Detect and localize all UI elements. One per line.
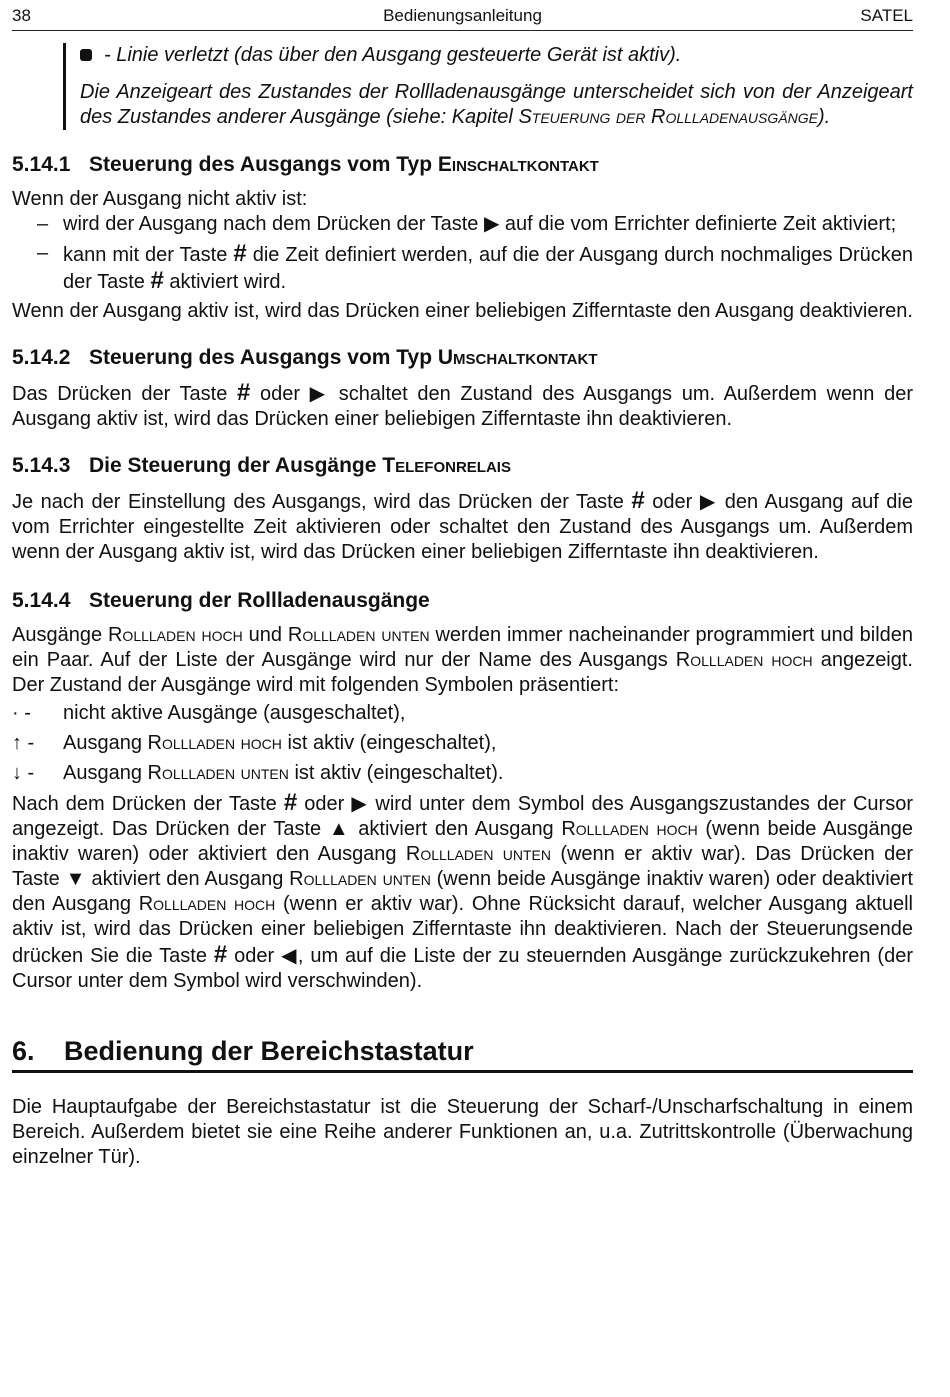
note-paragraph: Die Anzeigeart des Zustandes der Rollladenausgänge unterscheidet sich von der Anzeigeart des Zustandes anderer Ausgänge (siehe: Kapitel Steuerung der Rollladenausgänge). bbox=[80, 81, 913, 128]
note-block bbox=[63, 43, 913, 130]
section-5-14-4-body: Nach dem Drücken der Taste # oder ▶ wird unter dem Symbol des Ausgangszustandes der Cursor angezeigt. Das Drücken der Taste ▲ aktiviert den Ausgang Rollladen hoch (wenn beide Ausgänge inaktiv waren) oder aktiviert den Ausgang Rollladen unten (wenn er aktiv war). Das Drücken der Taste ▼ aktiviert den Ausgang Rollladen unten (wenn beide Ausgänge inaktiv waren) oder deaktiviert den Ausgang Rollladen hoch (wenn er aktiv war). Ohne Rücksicht darauf, welcher Ausgang aktuell aktiv ist, wird das Drücken einer beliebigen Zifferntaste ihn deaktivieren. Nach der Steuerungsende drücken Sie die Taste # oder ◀, um auf die Liste der zu steuernden Ausgänge zurückzukehren (der Cursor unter dem Symbol wird verschwinden). bbox=[12, 789, 914, 992]
hash-key-icon: # bbox=[631, 487, 645, 514]
inactive-output-icon: · - bbox=[12, 702, 31, 724]
section-5-14-4-intro: Ausgänge Rollladen hoch und Rollladen unten werden immer nacheinander programmiert und bilden ein Paar. Auf der Liste der Ausgänge wird nur der Name des Ausgangs Rollladen hoch angezeigt. Der Zustand der Ausgänge wird mit folgenden Symbolen präsentiert: bbox=[12, 624, 914, 696]
symbol-item: ↓ - Ausgang Rollladen unten ist aktiv (eingeschaltet). bbox=[12, 758, 913, 788]
section-5-14-1-heading: 5.14.1 Steuerung des Ausgangs vom Typ Einschaltkontakt bbox=[12, 153, 599, 176]
list-item: – wird der Ausgang nach dem Drücken der Taste ▶ auf die vom Errichter definierte Zeit aktiviert; bbox=[37, 213, 897, 235]
down-arrow-key-icon: ▼ bbox=[65, 868, 86, 890]
list-item: – kann mit der Taste # die Zeit definiert werden, auf die der Ausgang durch nochmaliges Drücken der Taste # aktiviert wird. bbox=[37, 240, 914, 294]
section-5-14-3-heading: 5.14.3 Die Steuerung der Ausgänge Telefonrelais bbox=[12, 454, 511, 477]
header-title: Bedienungsanleitung bbox=[383, 6, 542, 25]
shutter-up-icon: ↑ - bbox=[12, 732, 35, 754]
shutter-down-icon: ↓ - bbox=[12, 762, 35, 784]
right-arrow-key-icon: ▶ bbox=[309, 383, 330, 405]
section-5-14-1-intro: Wenn der Ausgang nicht aktiv ist: bbox=[12, 188, 308, 210]
right-arrow-key-icon: ▶ bbox=[483, 213, 500, 235]
symbol-item: · - nicht aktive Ausgänge (ausgeschaltet), bbox=[12, 698, 913, 728]
left-arrow-key-icon: ◀ bbox=[281, 945, 298, 967]
section-5-14-2-text: Das Drücken der Taste # oder ▶ schaltet den Zustand des Ausgangs um. Außerdem wenn der Ausgang aktiv ist, wird das Drücken einer beliebigen Zifferntaste ihn deaktivieren. bbox=[12, 379, 913, 430]
section-5-14-4-heading: 5.14.4 Steuerung der Rollladenausgänge bbox=[12, 589, 430, 612]
section-5-14-3-text: Je nach der Einstellung des Ausgangs, wird das Drücken der Taste # oder ▶ den Ausgang auf die vom Errichter eingestellte Zeit aktivieren oder schaltet den Zustand des Ausgangs um. Außerdem wenn der Ausgang aktiv ist, wird das Drücken einer beliebigen Zifferntaste ihn deaktivieren. bbox=[12, 487, 913, 563]
symbol-item: ↑ - Ausgang Rollladen hoch ist aktiv (eingeschaltet), bbox=[12, 728, 913, 758]
right-arrow-key-icon: ▶ bbox=[351, 793, 369, 815]
hash-key-icon: # bbox=[150, 267, 164, 294]
section-5-14-2-heading: 5.14.2 Steuerung des Ausgangs vom Typ Umschaltkontakt bbox=[12, 346, 598, 369]
chapter-6-text: Die Hauptaufgabe der Bereichstastatur ist die Steuerung der Scharf-/Unscharfschaltung in einem Bereich. Außerdem bietet sie eine Reihe anderer Funktionen an, u.a. Zutrittskontrolle (Überwachung einzelner Tür). bbox=[12, 1096, 913, 1168]
note-item: - Linie verletzt (das über den Ausgang gesteuerte Gerät ist aktiv). bbox=[80, 43, 913, 68]
up-arrow-key-icon: ▲ bbox=[328, 818, 351, 840]
violated-line-icon bbox=[80, 49, 92, 61]
header-brand: SATEL bbox=[860, 6, 913, 25]
manual-page bbox=[12, 0, 913, 1170]
hash-key-icon: # bbox=[283, 789, 298, 816]
page-number: 38 bbox=[12, 6, 31, 25]
right-arrow-key-icon: ▶ bbox=[699, 491, 718, 513]
chapter-6-heading: 6. Bedienung der Bereichstastatur bbox=[12, 1034, 913, 1073]
hash-key-icon: # bbox=[213, 941, 228, 968]
hash-key-icon: # bbox=[236, 379, 251, 406]
section-5-14-1-outro: Wenn der Ausgang aktiv ist, wird das Drücken einer beliebigen Zifferntaste den Ausgang deaktivieren. bbox=[12, 300, 913, 322]
page-header bbox=[12, 4, 913, 31]
hash-key-icon: # bbox=[233, 240, 247, 267]
